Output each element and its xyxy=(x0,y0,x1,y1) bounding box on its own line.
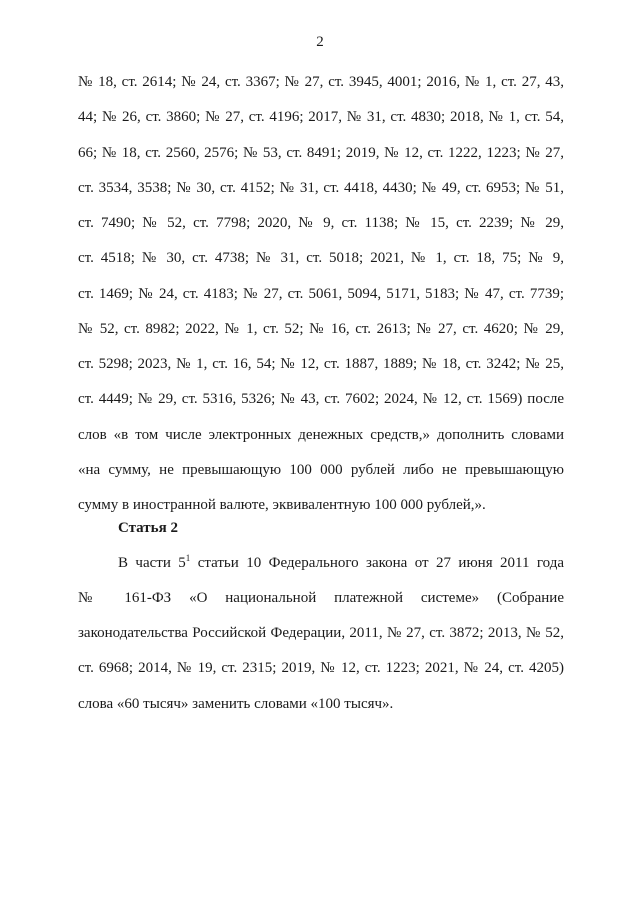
text-line: ст. 6968; 2014, № 19, ст. 2315; 2019, № 12, ст. 1223; 2021, № 24, ст. 4205) xyxy=(78,660,564,676)
text-line: 44; № 26, ст. 3860; № 27, ст. 4196; 2017, № 31, ст. 4830; 2018, № 1, ст. 54, xyxy=(78,109,564,125)
text-line: «на сумму, не превышающую 100 000 рублей либо не превышающую xyxy=(78,462,564,478)
superscript: 1 xyxy=(185,553,191,563)
text-line: слов «в том числе электронных денежных средств,» дополнить словами xyxy=(78,427,564,443)
text-line: слова «60 тысяч» заменить словами «100 тысяч». xyxy=(78,696,394,712)
page-number: 2 xyxy=(316,34,324,50)
text-span: статьи 10 Федерального закона от 27 июня 2011 года xyxy=(190,555,564,571)
text-line: законодательства Российской Федерации, 2011, № 27, ст. 3872; 2013, № 52, xyxy=(78,625,564,641)
text-line: № 18, ст. 2614; № 24, ст. 3367; № 27, ст. 3945, 4001; 2016, № 1, ст. 27, 43, xyxy=(78,74,564,90)
text-line: ст. 7490; № 52, ст. 7798; 2020, № 9, ст. 1138; № 15, ст. 2239; № 29, xyxy=(78,215,564,231)
text-line: 66; № 18, ст. 2560, 2576; № 53, ст. 8491; 2019, № 12, ст. 1222, 1223; № 27, xyxy=(78,145,564,161)
article-heading: Статья 2 xyxy=(118,520,178,536)
text-line: № 161-ФЗ «О национальной платежной системе» (Собрание xyxy=(78,590,564,606)
text-line: ст. 3534, 3538; № 30, ст. 4152; № 31, ст. 4418, 4430; № 49, ст. 6953; № 51, xyxy=(78,180,564,196)
text-span: В части 5 xyxy=(118,555,186,571)
text-line xyxy=(118,553,564,573)
text-line: ст. 4449; № 29, ст. 5316, 5326; № 43, ст. 7602; 2024, № 12, ст. 1569) после xyxy=(78,391,564,407)
text-line: № 52, ст. 8982; 2022, № 1, ст. 52; № 16, ст. 2613; № 27, ст. 4620; № 29, xyxy=(78,321,564,337)
text-line: ст. 1469; № 24, ст. 4183; № 27, ст. 5061, 5094, 5171, 5183; № 47, ст. 7739; xyxy=(78,286,564,302)
text-line: ст. 5298; 2023, № 1, ст. 16, 54; № 12, ст. 1887, 1889; № 18, ст. 3242; № 25, xyxy=(78,356,564,372)
text-line: ст. 4518; № 30, ст. 4738; № 31, ст. 5018; 2021, № 1, ст. 18, 75; № 9, xyxy=(78,250,564,266)
text-line: сумму в иностранной валюте, эквивалентную 100 000 рублей,». xyxy=(78,497,486,513)
